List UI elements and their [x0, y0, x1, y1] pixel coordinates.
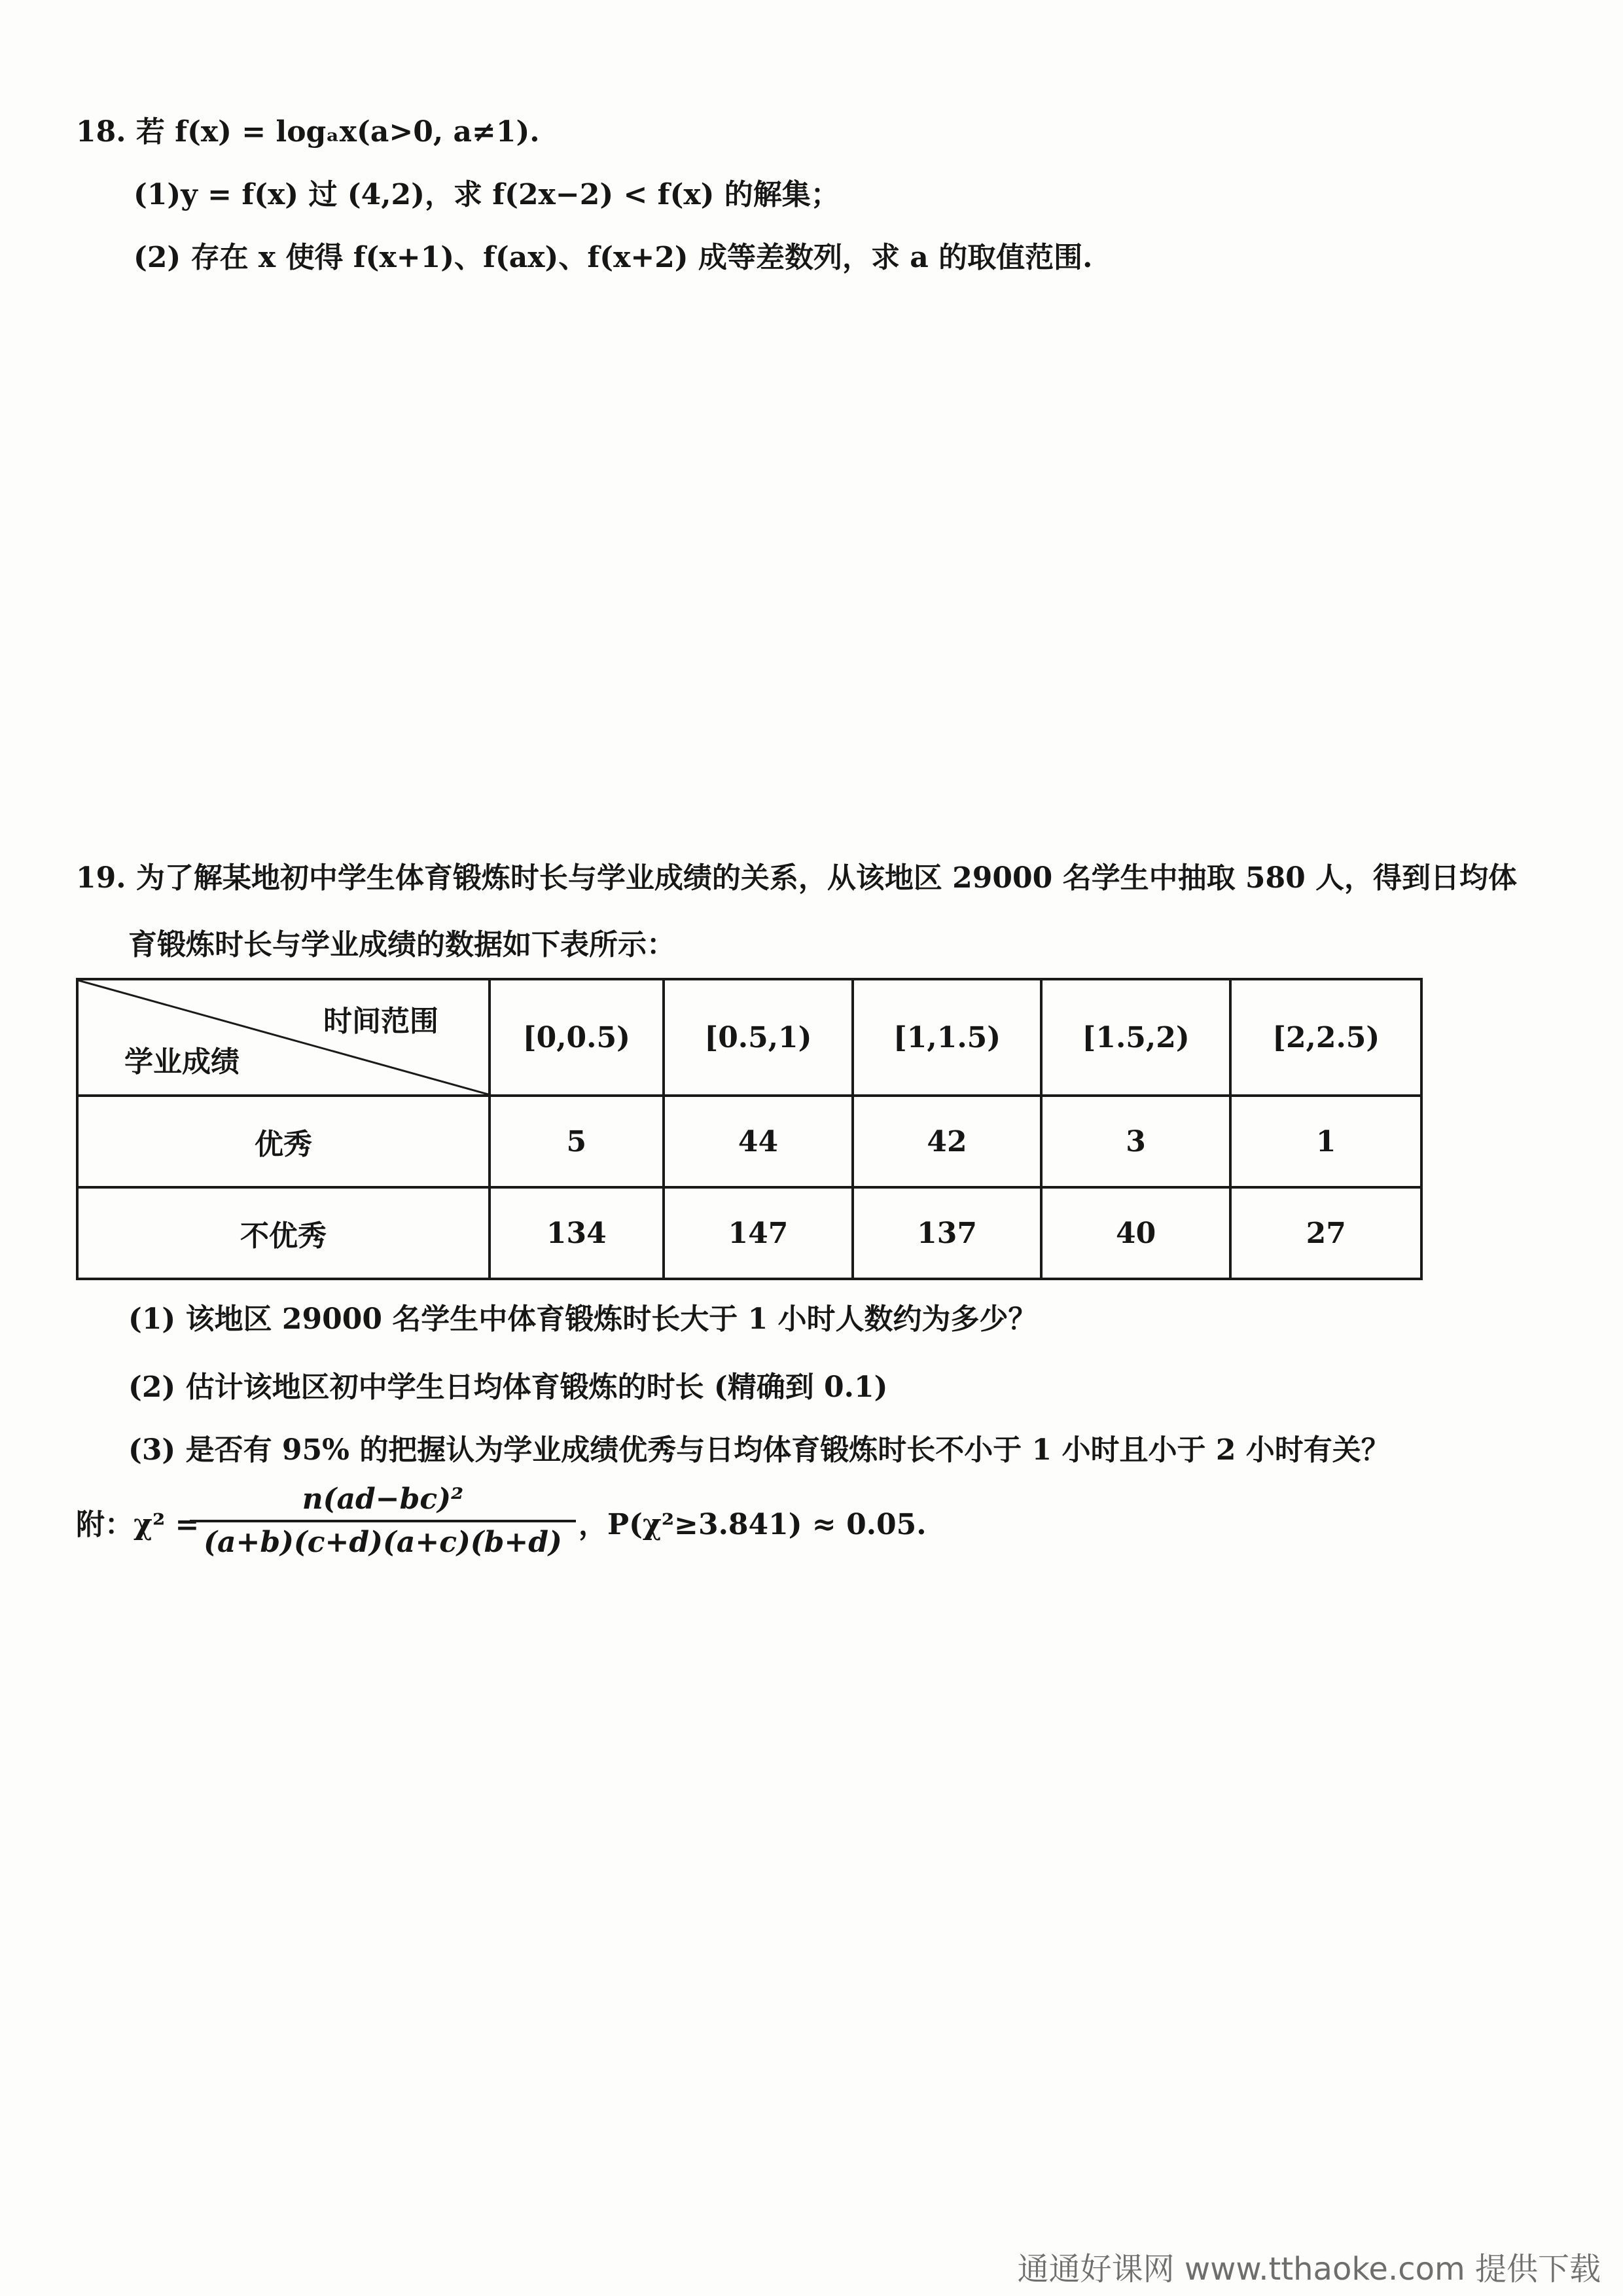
q18-part2: (2) 存在 x 使得 f(x+1)、f(ax)、f(x+2) 成等差数列，求 a 的取值范围.	[134, 241, 1093, 274]
row-label: 优秀	[77, 1096, 490, 1187]
table-cell: 147	[664, 1187, 853, 1279]
q19-stem-line2: 育锻炼时长与学业成绩的数据如下表所示：	[128, 928, 675, 961]
column-header: [1.5,2)	[1041, 979, 1231, 1096]
q18-part1: (1)y = f(x) 过 (4,2)，求 f(2x−2) < f(x) 的解集；	[134, 178, 840, 211]
column-header: [2,2.5)	[1230, 979, 1421, 1096]
q19-part2: (2) 估计该地区初中学生日均体育锻炼的时长 (精确到 0.1)	[128, 1371, 888, 1404]
corner-label-grade: 学业成绩	[124, 1045, 240, 1079]
fraction-numerator: n(ad−bc)²	[302, 1482, 464, 1516]
appendix-suffix: ，P(χ²≥3.841) ≈ 0.05.	[579, 1508, 927, 1541]
table-cell: 5	[490, 1096, 664, 1187]
watermark-text: 通通好课网 www.tthaoke.com 提供下载	[1017, 2251, 1601, 2287]
fraction-denominator: (a+b)(c+d)(a+c)(b+d)	[204, 1526, 562, 1559]
q19-stem-line1: 19. 为了解某地初中学生体育锻炼时长与学业成绩的关系，从该地区 29000 名学生中抽取 580 人，得到日均体	[76, 861, 1518, 895]
table-cell: 42	[853, 1096, 1041, 1187]
table-cell: 27	[1230, 1187, 1421, 1279]
table-cell: 40	[1041, 1187, 1231, 1279]
chi-square-fraction	[190, 1480, 576, 1562]
table-cell: 137	[853, 1187, 1041, 1279]
table-cell: 134	[490, 1187, 664, 1279]
table-row	[77, 1096, 1421, 1187]
table-corner-cell	[77, 979, 490, 1096]
column-header: [1,1.5)	[853, 979, 1041, 1096]
table-header-row	[77, 979, 1421, 1096]
appendix-prefix: 附：χ² =	[76, 1508, 200, 1541]
table-cell: 44	[664, 1096, 853, 1187]
corner-label-time-range: 时间范围	[323, 1005, 438, 1038]
table-row	[77, 1187, 1421, 1279]
q18-stem: 18. 若 f(x) = logₐx(a>0, a≠1).	[76, 115, 540, 149]
table-cell: 1	[1230, 1096, 1421, 1187]
q19-part1: (1) 该地区 29000 名学生中体育锻炼时长大于 1 小时人数约为多少？	[128, 1302, 1037, 1336]
column-header: [0.5,1)	[664, 979, 853, 1096]
row-label: 不优秀	[77, 1187, 490, 1279]
column-header: [0,0.5)	[490, 979, 664, 1096]
data-table	[76, 978, 1423, 1280]
fraction-bar	[190, 1520, 576, 1522]
q19-part3: (3) 是否有 95% 的把握认为学业成绩优秀与日均体育锻炼时长不小于 1 小时且小于 2 小时有关？	[128, 1433, 1390, 1467]
table-cell: 3	[1041, 1096, 1231, 1187]
